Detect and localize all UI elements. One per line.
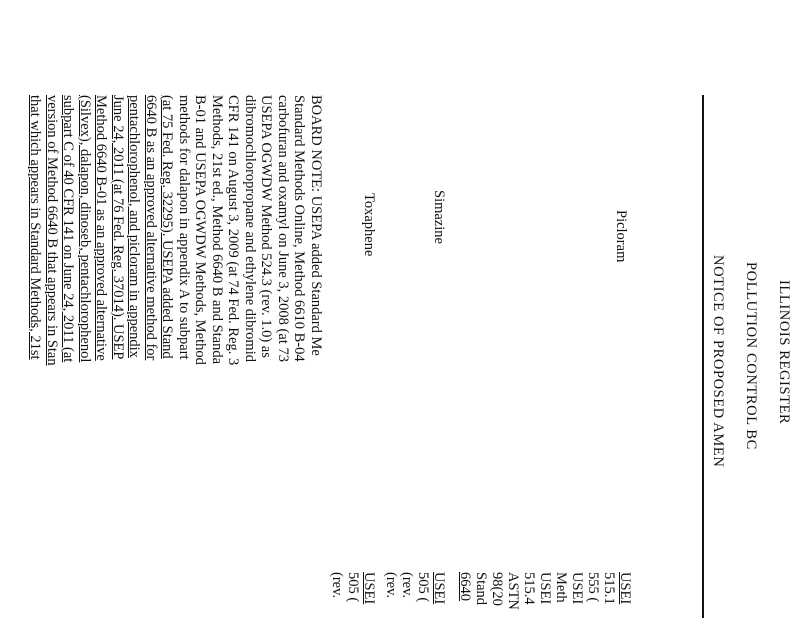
- board-note-line: CFR 141 on August 3, 2009 (at 74 Fed. Reg. 3: [225, 95, 242, 366]
- board-note-line: June 24, 2011 (at 76 Fed. Reg. 37014). USEP: [110, 95, 126, 360]
- entry-picloram-method: ASTN: [505, 572, 521, 610]
- entry-picloram-method: 515.1: [601, 572, 617, 605]
- header-rule: [702, 95, 704, 618]
- board-note-line: (Silvex), dalapon, dinoseb, pentachlorophenol: [77, 95, 93, 363]
- board-note-line: dibromochloropropane and ethylene dibromid: [242, 95, 258, 362]
- board-note-line: Methods, 21st ed., Method 6640 B and Standa: [209, 95, 225, 365]
- entry-toxaphene-method: (rev.: [329, 572, 345, 599]
- entry-simazine-name: Simazine: [431, 190, 447, 244]
- board-note-line: carbofuran and oxamyl on June 3, 2008 (at 73: [275, 95, 291, 362]
- entry-toxaphene-method: 505 (: [345, 572, 361, 603]
- entry-simazine-method: 505 (: [415, 572, 431, 603]
- board-note-line: version of Method 6640 B that appears in Stan: [44, 95, 60, 366]
- entry-simazine-method: (rev.: [383, 572, 399, 599]
- entry-picloram-method: 515.4: [521, 572, 537, 605]
- entry-picloram-method: Stand: [473, 572, 489, 606]
- entry-picloram-method: 6640: [457, 572, 473, 601]
- entry-picloram-method: USEI: [617, 572, 633, 605]
- board-note-line: B-01 and USEPA OGWDW Methods, Method: [192, 95, 209, 365]
- entry-picloram-method: USEI: [537, 572, 553, 605]
- register-header: ILLINOIS REGISTER: [776, 280, 792, 425]
- board-note-line: USEPA OGWDW Method 524.3 (rev. 1.0) as: [258, 95, 275, 358]
- entry-picloram-method: 98(20: [489, 572, 505, 606]
- board-note-line: BOARD NOTE: USEPA added Standard Me: [308, 95, 324, 356]
- board-note-line: Method 6640 B-01 as an approved alternative: [93, 95, 110, 361]
- board-note-line: methods for dalapon in appendix A to subpart: [176, 95, 192, 360]
- entry-picloram-method: 555 (: [585, 572, 601, 603]
- board-note-line: that which appears in Standard Methods, 21st: [27, 95, 44, 360]
- entry-toxaphene-name: Toxaphene: [361, 193, 377, 257]
- notice-header: NOTICE OF PROPOSED AMEN: [710, 255, 726, 468]
- entry-picloram-name: Picloram: [613, 210, 629, 263]
- board-note-line: 6640 B as an approved alternative method for: [143, 95, 159, 361]
- entry-simazine-method: (rev.: [399, 572, 415, 599]
- board-note-line: subpart C of 40 CFR 141 on June 24, 2011 (at: [60, 95, 77, 363]
- board-note-line: (at 75 Fed. Reg. 32295). USEPA added Stand: [159, 95, 176, 359]
- entry-simazine-method: USEI: [431, 572, 447, 605]
- board-note-line: pentachlorophenol, and picloram in appendix: [126, 95, 143, 358]
- board-header: POLLUTION CONTROL BC: [743, 262, 759, 450]
- entry-picloram-method: Meth: [553, 572, 569, 603]
- entry-toxaphene-method: USEI: [361, 572, 377, 605]
- entry-picloram-method: USEI: [569, 572, 585, 605]
- board-note-line: Standard Methods Online, Method 6610 B-04: [291, 95, 308, 362]
